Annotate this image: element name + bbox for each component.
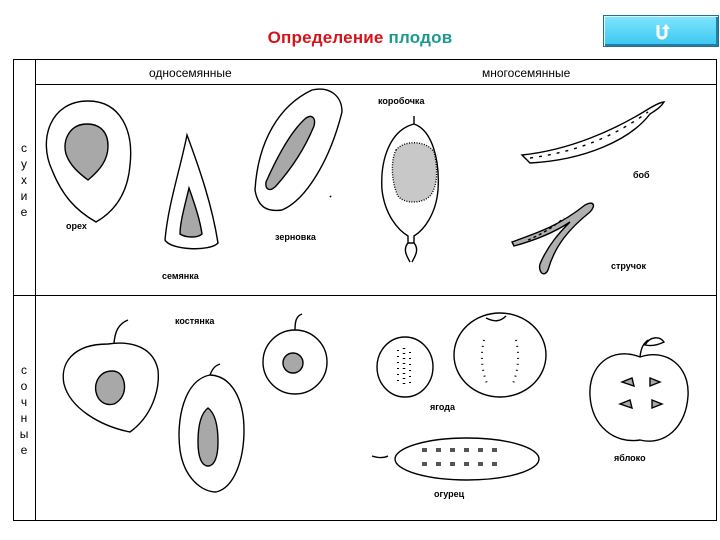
drupe-elongated-drawing: [179, 364, 244, 492]
label-caryopsis: зерновка: [275, 232, 316, 242]
drupe-drawing: [63, 320, 158, 432]
silique-drawing: [512, 203, 593, 274]
berry-small-drawing: [377, 337, 433, 397]
apple-drawing: [590, 338, 688, 441]
label-cucumber: огурец: [434, 489, 465, 499]
label-apple: яблоко: [614, 453, 646, 463]
label-capsule: коробочка: [378, 96, 425, 106]
label-berry: ягода: [430, 402, 455, 412]
capsule-drawing: [382, 116, 439, 262]
legume-drawing: [522, 102, 664, 163]
cherry-drawing: [263, 314, 327, 394]
cucumber-drawing: [372, 438, 539, 480]
label-nut: орех: [66, 221, 87, 231]
title-word-fruits: плодов: [388, 28, 453, 47]
label-legume: боб: [633, 170, 650, 180]
caryopsis-drawing: [255, 89, 342, 210]
label-achene: семянка: [162, 271, 199, 281]
row-label-juicy: с о ч н ы е: [19, 363, 29, 457]
label-drupe: костянка: [175, 316, 215, 326]
title-word-definition: Определение: [267, 28, 384, 47]
column-header-single-seed: односемянные: [149, 66, 232, 80]
column-header-multi-seed: многосемянные: [482, 66, 571, 80]
label-silique: стручок: [611, 261, 647, 271]
achene-drawing: [165, 135, 218, 249]
nut-drawing: [46, 101, 130, 222]
berry-tomato-drawing: [454, 313, 546, 397]
row-label-dry: с у х и е: [20, 141, 28, 219]
